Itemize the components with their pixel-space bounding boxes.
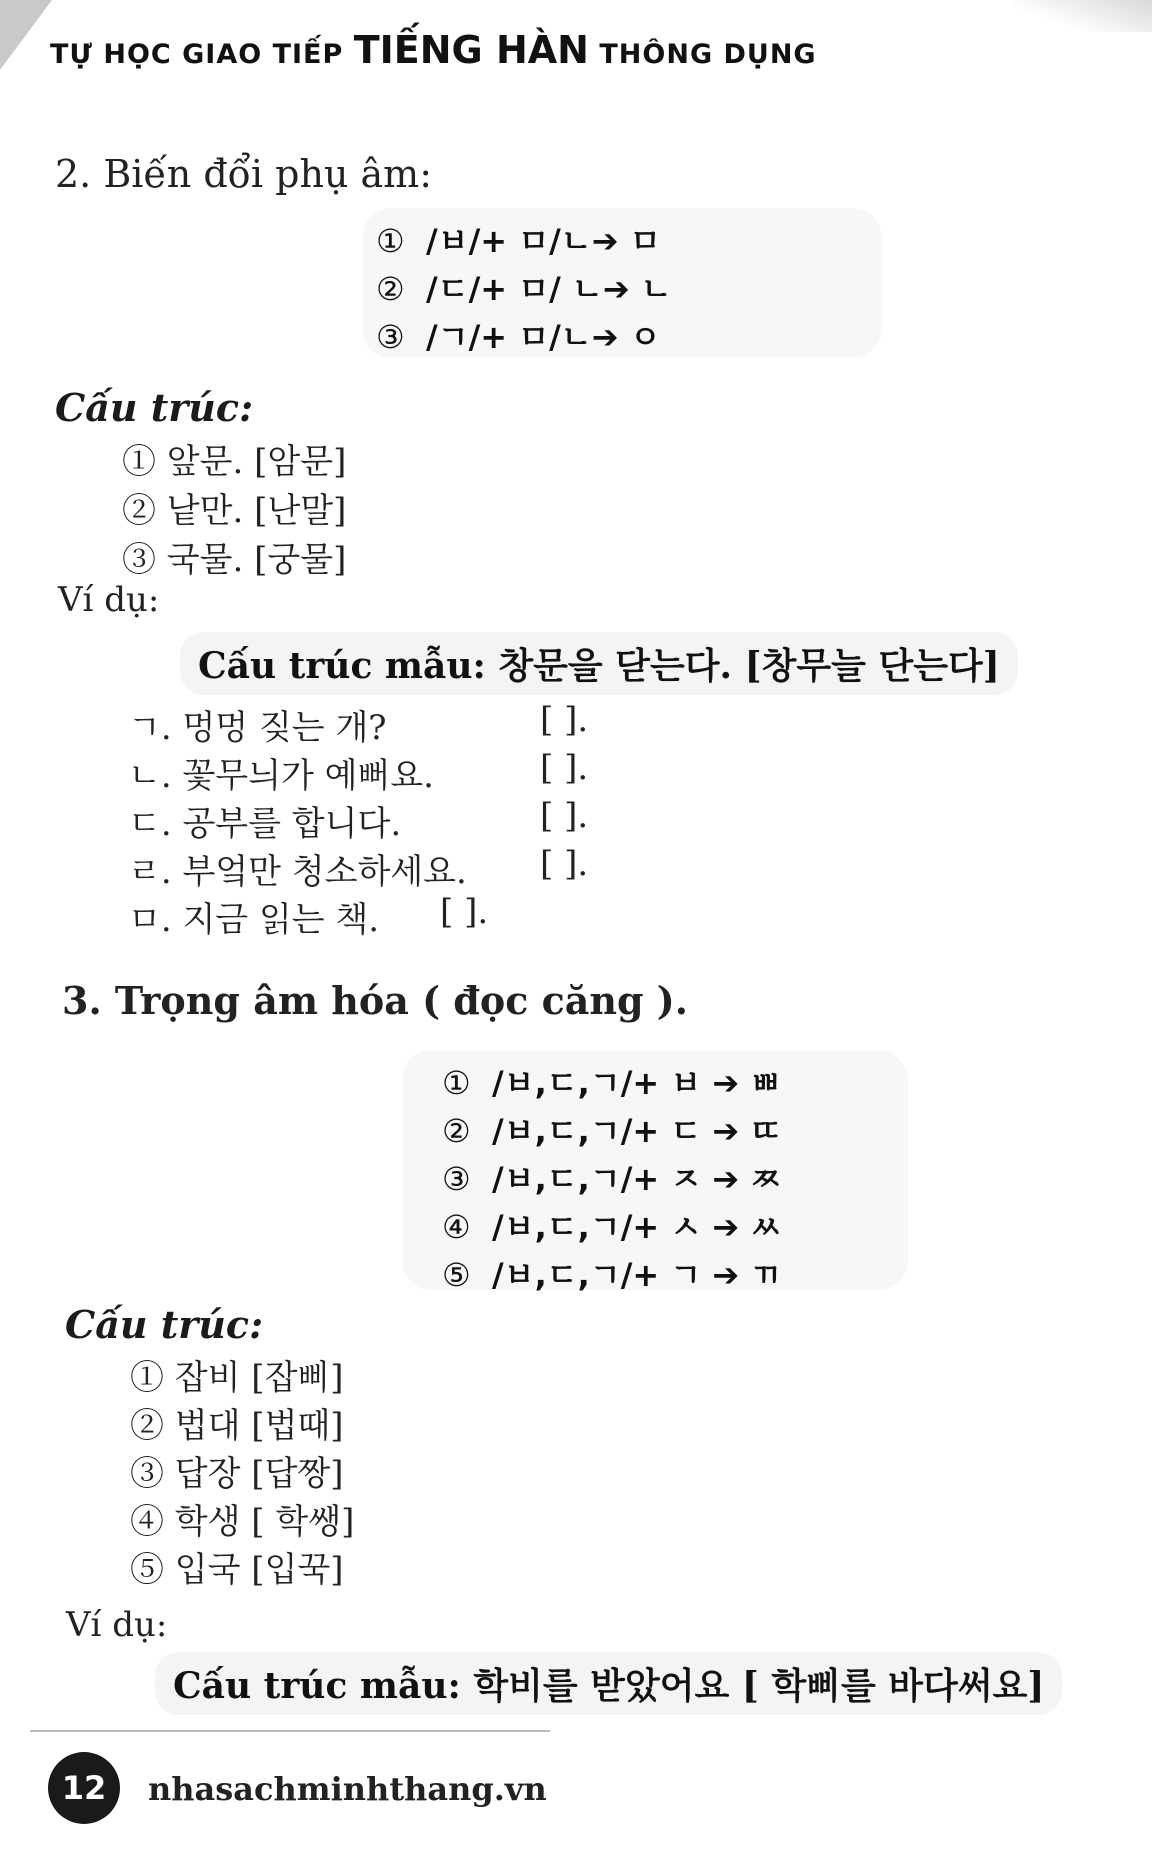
- section-3-sample-sentence: Cấu trúc mẫu: 학비를 받았어요 [ 학삐를 바다써요]: [155, 1652, 1062, 1715]
- rule-row: [376, 312, 661, 358]
- rule-number: ①: [442, 1064, 471, 1102]
- exercise-answer-bracket: [ ].: [540, 748, 589, 788]
- rule-text: /ㅂ,ㄷ,ㄱ/+ ㅂ ➔ ㅃ: [492, 1064, 782, 1102]
- publisher-website: nhasachminhthang.vn: [148, 1770, 547, 1808]
- exercise-answer-bracket: [ ].: [540, 700, 589, 740]
- page-number-badge: 12: [48, 1752, 120, 1824]
- rule-number: ①: [376, 222, 405, 260]
- structure-item: ① 잡비 [잡삐]: [130, 1358, 344, 1398]
- rule-number: ③: [376, 318, 405, 356]
- exercise-item: ㅁ. 지금 읽는 책.: [128, 900, 380, 940]
- rule-row: [376, 264, 672, 310]
- rule-row: [442, 1250, 781, 1296]
- rule-row: [442, 1154, 781, 1200]
- rule-text: /ㅂ,ㄷ,ㄱ/+ ㅅ ➔ ㅆ: [492, 1208, 782, 1246]
- structure-item: ③ 답장 [답짱]: [130, 1454, 344, 1494]
- rule-row: [442, 1106, 781, 1152]
- rule-row: [442, 1202, 781, 1248]
- structure-item: ③ 국물. [궁물]: [122, 540, 347, 580]
- rule-text: /ㄱ/+ ㅁ/ㄴ➔ ㅇ: [426, 318, 661, 356]
- rule-number: ③: [442, 1160, 471, 1198]
- rule-number: ⑤: [442, 1256, 471, 1294]
- rule-row: [442, 1058, 781, 1104]
- exercise-item: ㄱ. 멍멍 짖는 개?: [128, 708, 387, 748]
- header-part-2: TIẾNG HÀN: [353, 28, 589, 72]
- structure-item: ④ 학생 [ 학쌩]: [130, 1502, 355, 1542]
- structure-item: ⑤ 입국 [입꾹]: [130, 1550, 344, 1590]
- exercise-item: ㄴ. 꽃무늬가 예뻐요.: [128, 756, 434, 796]
- section-3-example-label: Ví dụ:: [66, 1605, 168, 1645]
- footer-divider: [30, 1730, 550, 1732]
- page-edge-shadow: [1012, 0, 1152, 32]
- rule-text: /ㄷ/+ ㅁ/ ㄴ➔ ㄴ: [426, 270, 672, 308]
- rule-text: /ㅂ,ㄷ,ㄱ/+ ㄱ ➔ ㄲ: [492, 1256, 782, 1294]
- rule-text: /ㅂ/+ ㅁ/ㄴ➔ ㅁ: [426, 222, 661, 260]
- rule-text: /ㅂ,ㄷ,ㄱ/+ ㅈ ➔ ㅉ: [492, 1160, 782, 1198]
- exercise-item: ㄹ. 부엌만 청소하세요.: [128, 852, 467, 892]
- rule-number: ②: [442, 1112, 471, 1150]
- exercise-answer-bracket: [ ].: [540, 844, 589, 884]
- section-2-sample-sentence: Cấu trúc mẫu: 창문을 닫는다. [창무늘 단는다]: [180, 632, 1018, 695]
- section-2-example-label: Ví dụ:: [58, 580, 160, 620]
- structure-item: ② 법대 [법때]: [130, 1406, 344, 1446]
- section-2-structure-title: Cấu trúc:: [55, 385, 254, 430]
- section-2-rule-box: [362, 208, 882, 358]
- rule-text: /ㅂ,ㄷ,ㄱ/+ ㄷ ➔ ㄸ: [492, 1112, 782, 1150]
- book-header: [50, 28, 817, 72]
- rule-number: ②: [376, 270, 405, 308]
- section-3-structure-title: Cấu trúc:: [65, 1302, 264, 1347]
- exercise-answer-bracket: [ ].: [540, 796, 589, 836]
- section-3-rule-box: [402, 1050, 908, 1294]
- structure-item: ① 앞문. [암문]: [122, 442, 347, 482]
- rule-number: ④: [442, 1208, 471, 1246]
- page-corner-shadow: [0, 0, 52, 70]
- section-2-title: 2. Biến đổi phụ âm:: [55, 152, 432, 196]
- exercise-answer-bracket: [ ].: [440, 892, 489, 932]
- header-part-1: TỰ HỌC GIAO TIẾP: [50, 39, 344, 70]
- structure-item: ② 낱만. [난말]: [122, 491, 347, 531]
- rule-row: [376, 216, 661, 262]
- exercise-item: ㄷ. 공부를 합니다.: [128, 804, 402, 844]
- section-3-title: 3. Trọng âm hóa ( đọc căng ).: [62, 978, 688, 1023]
- header-part-3: THÔNG DỤNG: [599, 39, 817, 70]
